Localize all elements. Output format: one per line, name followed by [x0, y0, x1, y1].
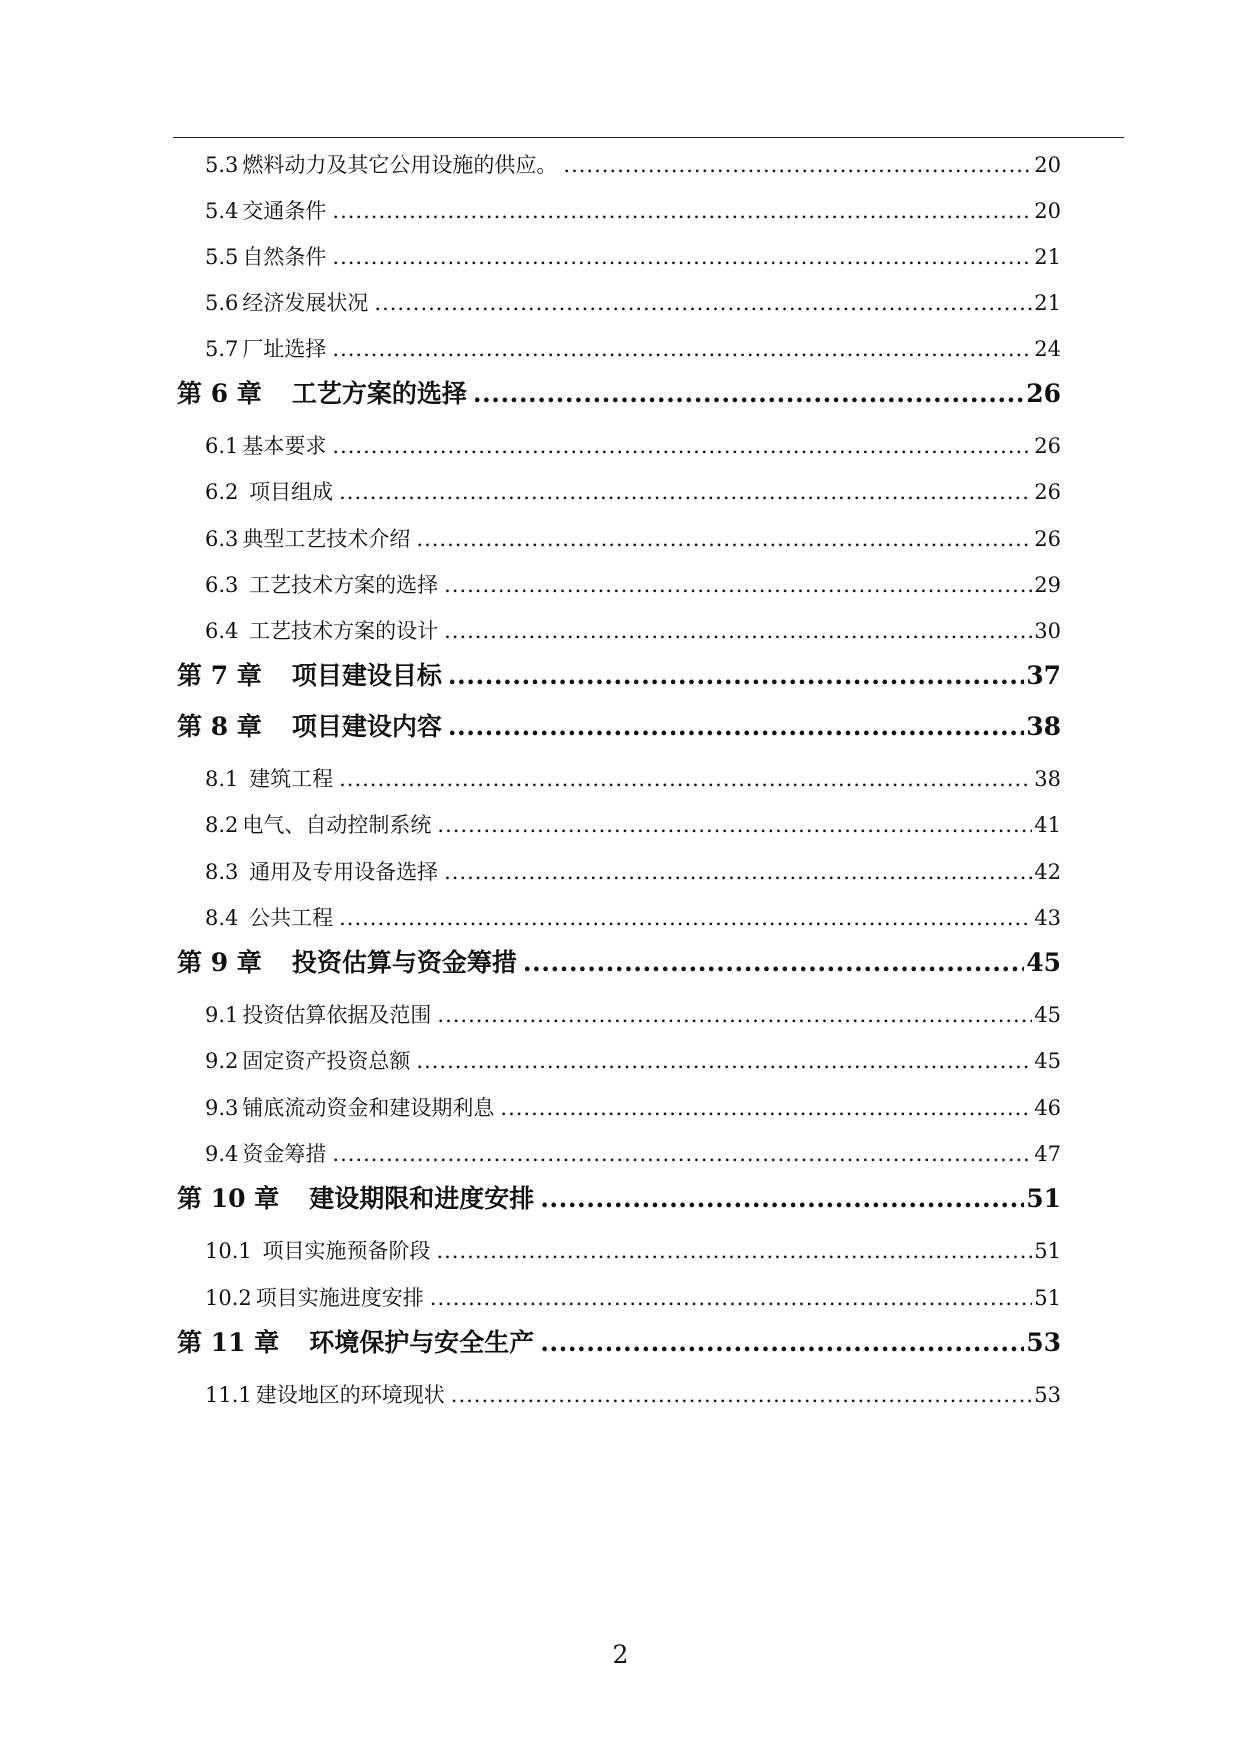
toc-page-number: 21: [1034, 245, 1061, 269]
toc-entry-number: 8.3: [205, 860, 239, 884]
toc-leader-dots: [436, 1239, 1032, 1263]
toc-section-entry[interactable]: [205, 1092, 1061, 1124]
toc-entry-number: 9.2: [205, 1049, 239, 1073]
toc-section-entry[interactable]: [205, 1045, 1061, 1077]
toc-section-entry[interactable]: [205, 763, 1061, 795]
toc-section-entry[interactable]: [205, 569, 1061, 601]
toc-page-number: 24: [1034, 337, 1061, 361]
toc-page-number: 20: [1034, 199, 1061, 223]
toc-page-number: 41: [1034, 813, 1061, 837]
toc-entry-title: [177, 707, 442, 743]
toc-entry-title: [205, 763, 333, 793]
toc-entry-title: [205, 149, 557, 179]
toc-page-number: 47: [1034, 1142, 1061, 1166]
toc-entry-title: [205, 1045, 410, 1075]
toc-page-number: 51: [1034, 1286, 1061, 1310]
toc-entry-text: 项目实施进度安排: [255, 1286, 424, 1310]
toc-page-number: 43: [1034, 906, 1061, 930]
toc-leader-dots: [473, 379, 1024, 408]
toc-section-entry[interactable]: [205, 615, 1061, 647]
toc-page-number: 51: [1034, 1239, 1061, 1263]
toc-leader-dots: [332, 434, 1032, 458]
toc-page-number: 21: [1034, 291, 1061, 315]
toc-section-entry[interactable]: [205, 241, 1061, 273]
toc-entry-text: 自然条件: [242, 245, 327, 269]
toc-entry-text: 项目实施预备阶段: [255, 1239, 431, 1263]
toc-section-entry[interactable]: [205, 195, 1061, 227]
toc-entry-number: 10.1: [205, 1239, 252, 1263]
toc-page-number: 38: [1034, 767, 1061, 791]
toc-leader-dots: [339, 767, 1032, 791]
toc-leader-dots: [540, 1328, 1024, 1357]
toc-leader-dots: [448, 712, 1024, 741]
toc-entry-text: 项目组成: [242, 480, 334, 504]
toc-entry-title: [205, 1282, 424, 1312]
toc-entry-text: 建筑工程: [242, 767, 334, 791]
toc-page-number: 26: [1034, 527, 1061, 551]
toc-page-number: 26: [1026, 379, 1061, 408]
toc-section-entry[interactable]: [205, 1138, 1061, 1170]
toc-leader-dots: [437, 1003, 1032, 1027]
toc-entry-text: 厂址选择: [242, 337, 327, 361]
toc-page-number: 37: [1026, 661, 1061, 690]
toc-entry-text: 资金筹措: [242, 1142, 327, 1166]
toc-entry-number: 6.1: [205, 434, 239, 458]
toc-entry-title: [205, 856, 438, 886]
toc-entry-text: 交通条件: [242, 199, 327, 223]
toc-page-number: 51: [1026, 1184, 1061, 1213]
toc-entry-number: 5.3: [205, 153, 239, 177]
toc-entry-text: 经济发展状况: [242, 291, 369, 315]
toc-entry-title: [205, 1379, 445, 1409]
toc-entry-text: 项目建设内容: [291, 712, 442, 741]
toc-entry-text: 项目建设目标: [291, 661, 442, 690]
toc-leader-dots: [563, 153, 1032, 177]
toc-entry-title: [205, 809, 431, 839]
toc-page-number: 53: [1034, 1383, 1061, 1407]
toc-entry-number: 11.1: [205, 1383, 252, 1407]
toc-chapter-entry[interactable]: [177, 656, 1061, 692]
toc-entry-number: 8.1: [205, 767, 239, 791]
toc-entry-text: 固定资产投资总额: [242, 1049, 411, 1073]
toc-page-number: 53: [1026, 1328, 1061, 1357]
toc-entry-title: [177, 1323, 534, 1359]
toc-leader-dots: [451, 1383, 1033, 1407]
toc-entry-text: 投资估算与资金筹措: [291, 948, 517, 977]
toc-leader-dots: [444, 619, 1032, 643]
toc-leader-dots: [332, 337, 1032, 361]
toc-section-entry[interactable]: [205, 1379, 1061, 1411]
toc-entry-title: [205, 287, 368, 317]
toc-leader-dots: [332, 199, 1032, 223]
toc-section-entry[interactable]: [205, 149, 1061, 181]
toc-entry-text: 基本要求: [242, 434, 327, 458]
toc-entry-title: [205, 195, 326, 225]
toc-section-entry[interactable]: [205, 856, 1061, 888]
toc-entry-title: [205, 241, 326, 271]
header-rule: [173, 137, 1124, 138]
toc-leader-dots: [523, 948, 1024, 977]
toc-leader-dots: [339, 480, 1032, 504]
toc-entry-title: [205, 1138, 326, 1168]
toc-entry-text: 环境保护与安全生产: [309, 1328, 535, 1357]
toc-chapter-entry[interactable]: [177, 943, 1061, 979]
toc-page-number: 45: [1026, 948, 1061, 977]
toc-entry-number: 第 8 章: [177, 712, 262, 741]
toc-entry-number: 5.4: [205, 199, 239, 223]
toc-entry-number: 第 11 章: [177, 1328, 280, 1357]
toc-page-number: 26: [1034, 480, 1061, 504]
toc-entry-number: 8.4: [205, 906, 239, 930]
toc-section-entry[interactable]: [205, 333, 1061, 365]
toc-section-entry[interactable]: [205, 999, 1061, 1031]
toc-entry-text: 工艺技术方案的设计: [242, 619, 439, 643]
toc-page-number: 29: [1034, 573, 1061, 597]
toc-section-entry[interactable]: [205, 523, 1061, 555]
toc-section-entry[interactable]: [205, 1282, 1061, 1314]
toc-page-number: 30: [1034, 619, 1061, 643]
toc-entry-number: 5.6: [205, 291, 239, 315]
toc-entry-text: 典型工艺技术介绍: [242, 527, 411, 551]
toc-entry-title: [177, 374, 467, 410]
toc-page-number: 38: [1026, 712, 1061, 741]
toc-section-entry[interactable]: [205, 476, 1061, 508]
toc-leader-dots: [416, 1049, 1032, 1073]
toc-entry-title: [205, 523, 410, 553]
toc-page-number: 46: [1034, 1096, 1061, 1120]
toc-entry-number: 6.3: [205, 527, 239, 551]
toc-entry-number: 6.3: [205, 573, 239, 597]
toc-entry-title: [205, 902, 333, 932]
toc-leader-dots: [332, 245, 1032, 269]
toc-entry-number: 10.2: [205, 1286, 252, 1310]
toc-entry-text: 铺底流动资金和建设期利息: [242, 1096, 495, 1120]
toc-section-entry[interactable]: [205, 809, 1061, 841]
toc-chapter-entry[interactable]: [177, 1179, 1061, 1215]
toc-section-entry[interactable]: [205, 287, 1061, 319]
toc-page-number: 45: [1034, 1003, 1061, 1027]
toc-entry-number: 5.5: [205, 245, 239, 269]
toc-entry-title: [205, 1235, 430, 1265]
toc-entry-number: 第 6 章: [177, 379, 262, 408]
toc-entry-number: 9.4: [205, 1142, 239, 1166]
toc-leader-dots: [374, 291, 1032, 315]
toc-entry-title: [177, 656, 442, 692]
toc-entry-number: 第 9 章: [177, 948, 262, 977]
toc-page-number: 26: [1034, 434, 1061, 458]
toc-entry-number: 第 7 章: [177, 661, 262, 690]
toc-entry-title: [177, 943, 517, 979]
toc-entry-number: 6.2: [205, 480, 239, 504]
toc-entry-text: 燃料动力及其它公用设施的供应。: [242, 153, 558, 177]
toc-entry-text: 建设地区的环境现状: [255, 1383, 445, 1407]
toc-leader-dots: [430, 1286, 1033, 1310]
toc-leader-dots: [416, 527, 1032, 551]
toc-leader-dots: [444, 573, 1032, 597]
toc-leader-dots: [332, 1142, 1032, 1166]
toc-entry-title: [205, 569, 438, 599]
toc-leader-dots: [437, 813, 1032, 837]
toc-entry-number: 9.1: [205, 1003, 239, 1027]
toc-entry-text: 通用及专用设备选择: [242, 860, 439, 884]
toc-section-entry[interactable]: [205, 902, 1061, 934]
toc-entry-title: [205, 999, 431, 1029]
toc-entry-text: 工艺方案的选择: [291, 379, 467, 408]
toc-entry-title: [177, 1179, 534, 1215]
toc-leader-dots: [540, 1184, 1024, 1213]
toc-entry-title: [205, 333, 326, 363]
toc-entry-text: 公共工程: [242, 906, 334, 930]
toc-leader-dots: [448, 661, 1024, 690]
toc-entry-title: [205, 476, 333, 506]
toc-entry-text: 投资估算依据及范围: [242, 1003, 432, 1027]
toc-leader-dots: [500, 1096, 1032, 1120]
toc-leader-dots: [339, 906, 1032, 930]
toc-entry-text: 电气、自动控制系统: [242, 813, 432, 837]
toc-page-number: 42: [1034, 860, 1061, 884]
toc-entry-number: 第 10 章: [177, 1184, 280, 1213]
page-number: 2: [612, 1640, 629, 1669]
toc-entry-number: 6.4: [205, 619, 239, 643]
toc-entry-number: 5.7: [205, 337, 239, 361]
toc-chapter-entry[interactable]: [177, 707, 1061, 743]
toc-chapter-entry[interactable]: [177, 374, 1061, 410]
toc-entry-number: 8.2: [205, 813, 239, 837]
toc-entry-number: 9.3: [205, 1096, 239, 1120]
toc-entry-title: [205, 430, 326, 460]
toc-section-entry[interactable]: [205, 1235, 1061, 1267]
toc-page-number: 20: [1034, 153, 1061, 177]
toc-page-number: 45: [1034, 1049, 1061, 1073]
toc-chapter-entry[interactable]: [177, 1323, 1061, 1359]
toc-leader-dots: [444, 860, 1032, 884]
toc-section-entry[interactable]: [205, 430, 1061, 462]
toc-entry-title: [205, 1092, 494, 1122]
toc-entry-title: [205, 615, 438, 645]
toc-entry-text: 建设期限和进度安排: [309, 1184, 535, 1213]
toc-entry-text: 工艺技术方案的选择: [242, 573, 439, 597]
